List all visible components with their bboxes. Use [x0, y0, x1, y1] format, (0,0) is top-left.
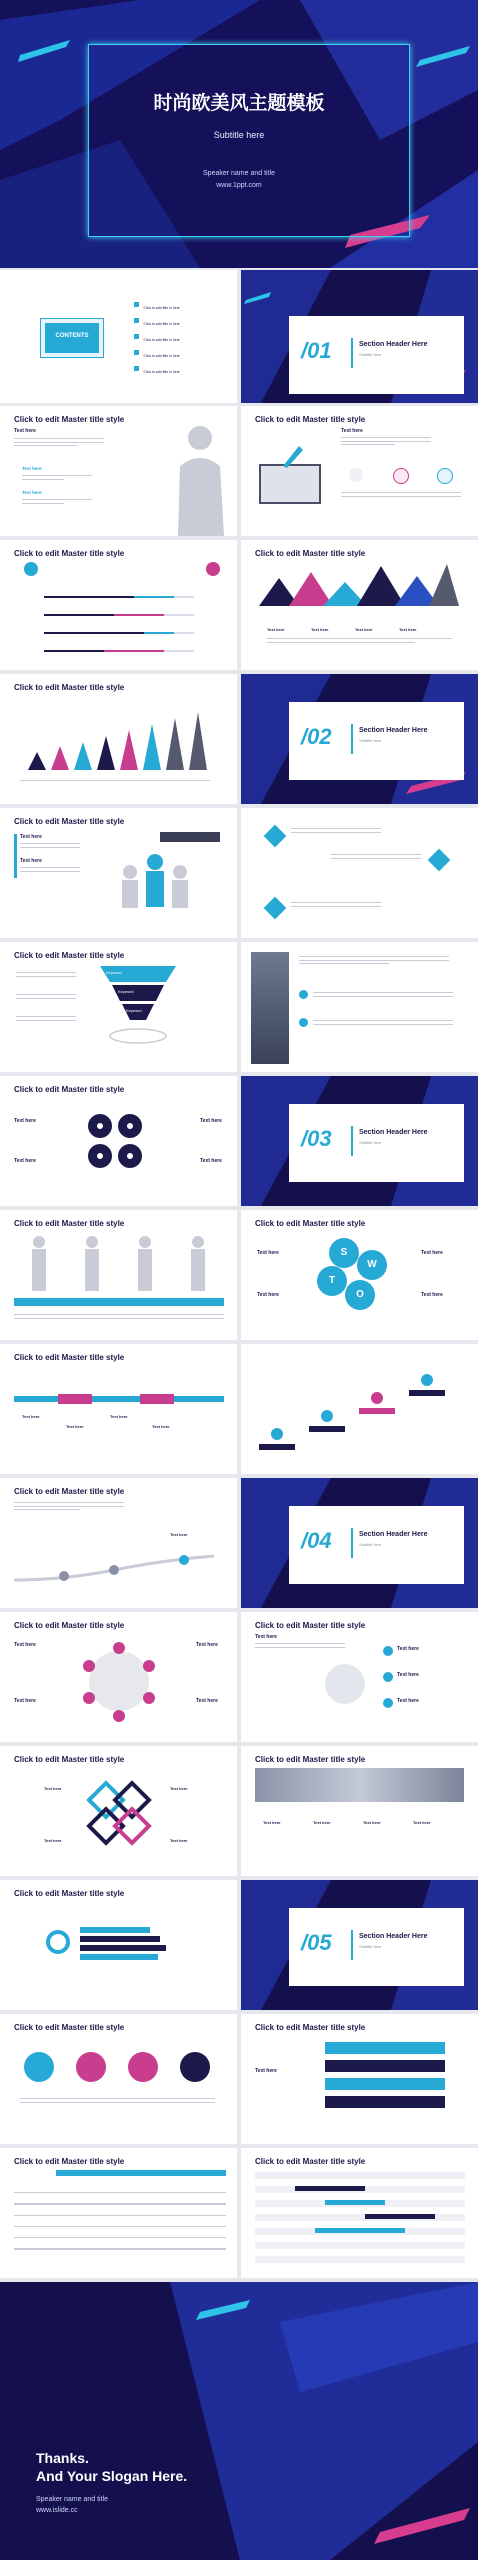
text-heading: Text here [257, 1292, 279, 1298]
paragraph-lines [341, 435, 431, 448]
paragraph-lines [16, 970, 76, 979]
peak-legend: Text here Text here Text here Text here [267, 618, 452, 645]
team-figures-icon [100, 832, 230, 912]
funnel-label: Keyword [126, 1008, 142, 1013]
text-heading: Text here [170, 1838, 188, 1843]
section-slide-05[interactable] [241, 1880, 478, 2010]
slide-title: Click to edit Master title style [255, 549, 366, 558]
cone-shape [74, 742, 92, 770]
thinking-man-silhouette [170, 416, 230, 536]
slide-title: Click to edit Master title style [14, 1353, 125, 1362]
bullet-lines [22, 473, 92, 482]
text-heading: Text here [257, 1250, 279, 1256]
slide-title: Click to edit Master title style [14, 2023, 125, 2032]
slide-title: Click to edit Master title style [14, 1755, 125, 1764]
diamond-icon [264, 897, 287, 920]
contents-item[interactable]: Click to add title in here [134, 360, 180, 376]
text-heading: Text here [44, 1838, 62, 1843]
section-card [289, 1104, 464, 1182]
team-bar [14, 1298, 224, 1306]
contents-box [40, 318, 104, 358]
paragraph-lines [313, 1018, 453, 1027]
slide-timeline[interactable] [0, 1344, 237, 1474]
slide-title: Click to edit Master title style [255, 1621, 366, 1630]
paragraph-lines [20, 841, 80, 850]
paragraph-lines [14, 436, 104, 449]
contents-item[interactable]: Click to add title in here [134, 344, 180, 360]
closing-slide[interactable] [0, 2282, 478, 2560]
slide-title: Click to edit Master title style [255, 2023, 366, 2032]
bar-row [24, 644, 214, 662]
slide-gantt[interactable] [0, 2148, 237, 2278]
closing-slogan: And Your Slogan Here. [36, 2468, 188, 2484]
closing-background [0, 2282, 478, 2560]
text-heading: Text here [20, 858, 42, 864]
slide-title: Click to edit Master title style [14, 1889, 125, 1898]
cover-subtitle: Subtitle here [213, 130, 265, 140]
slide-peaks[interactable] [241, 540, 478, 670]
cover-website: www.1ppt.com [216, 182, 262, 189]
text-heading: Text here [421, 1292, 443, 1298]
section-card [289, 1908, 464, 1986]
slide-title: Click to edit Master title style [14, 1621, 125, 1630]
section-subtitle: Subtitle here [359, 1944, 382, 1949]
text-heading: Text here [14, 1118, 36, 1124]
slide-roadmap[interactable] [0, 1478, 237, 1608]
slide-schedule-table[interactable] [241, 2148, 478, 2278]
cone-shape [28, 752, 46, 770]
text-heading: Text here [363, 1820, 381, 1825]
contents-item[interactable]: Click to add title in here [134, 296, 180, 312]
closing-thanks: Thanks. [36, 2450, 89, 2466]
slide-title: Click to edit Master title style [14, 1219, 125, 1228]
text-heading: Text here [341, 428, 363, 434]
cone-chart [20, 702, 220, 772]
section-card [289, 1506, 464, 1584]
businessmen-silhouettes [14, 1234, 224, 1294]
text-heading: Text here [170, 1786, 188, 1791]
paragraph-lines [20, 2096, 215, 2105]
paint-brush-icon [281, 442, 307, 468]
gantt-header [56, 2170, 226, 2176]
slide-steps[interactable] [241, 1344, 478, 1474]
text-heading: Text here [255, 2068, 277, 2074]
slide-title: Click to edit Master title style [14, 415, 125, 424]
section-title: Section Header Here [359, 1531, 428, 1538]
feature-icon [437, 468, 453, 484]
bar-row [24, 626, 214, 644]
text-heading: Text here [200, 1158, 222, 1164]
section-subtitle: Subtitle here [359, 352, 382, 357]
cone-shape [143, 724, 161, 770]
cone-shape [120, 730, 138, 770]
male-icon [24, 562, 38, 576]
staircase-chart [259, 1364, 459, 1464]
text-heading: Text here [170, 1532, 188, 1537]
record-discs-icon [86, 1112, 146, 1172]
paragraph-lines [20, 865, 80, 874]
slide-title: Click to edit Master title style [14, 817, 125, 826]
slide-hexagon-map[interactable] [0, 1612, 237, 1742]
text-heading: Text here [200, 1118, 222, 1124]
slide-title: Click to edit Master title style [14, 1085, 125, 1094]
diamond-icon [428, 849, 451, 872]
accent-bar [14, 834, 17, 878]
section-title: Section Header Here [359, 1129, 428, 1136]
section-subtitle: Subtitle here [359, 1140, 382, 1145]
slide-photo-list[interactable] [241, 942, 478, 1072]
slide-cones[interactable] [0, 674, 237, 804]
contents-list [134, 296, 180, 376]
female-icon [206, 562, 220, 576]
text-heading: Text here [44, 1786, 62, 1791]
arrow-bar [325, 2060, 445, 2072]
bullet-icon [383, 1698, 393, 1708]
text-heading: Text here [22, 1414, 40, 1419]
slide-title: Click to edit Master title style [255, 2157, 366, 2166]
diamond-icon [264, 825, 287, 848]
slide-team[interactable] [0, 808, 237, 938]
section-number: /01 [301, 338, 332, 363]
contents-item[interactable]: Click to add title in here [134, 328, 180, 344]
section-number: /04 [301, 1528, 332, 1553]
text-heading: Text here [14, 428, 36, 434]
funnel-label: Keyword [118, 989, 134, 994]
text-heading: Text here [196, 1698, 218, 1704]
timeline-bar [14, 1396, 224, 1402]
funnel-chart [100, 966, 190, 1056]
keyword-circle [180, 2052, 210, 2082]
slide-person-text[interactable] [0, 406, 237, 536]
progress-ring [46, 1930, 70, 1954]
paragraph-lines [291, 826, 381, 835]
slide-diamonds[interactable] [241, 808, 478, 938]
arrow-bar [325, 2078, 445, 2090]
section-subtitle: Subtitle here [359, 738, 382, 743]
cone-shape [97, 736, 115, 770]
keyword-circle [24, 2052, 54, 2082]
slide-funnel[interactable] [0, 942, 237, 1072]
puzzle-icon [325, 1664, 365, 1704]
bullet-heading: Text here [22, 466, 42, 471]
text-heading: Text here [397, 1672, 419, 1678]
interlocking-diamonds [84, 1778, 154, 1848]
text-heading: Text here [110, 1414, 128, 1419]
paragraph-lines [14, 1500, 124, 1513]
section-card [289, 702, 464, 780]
slide-progress[interactable] [0, 1880, 237, 2010]
section-number: /05 [301, 1930, 332, 1955]
section-divider [351, 724, 353, 754]
text-heading: Text here [255, 1634, 277, 1640]
section-slide-03[interactable] [241, 1076, 478, 1206]
peak-shapes [259, 562, 459, 607]
section-slide-01[interactable] [241, 270, 478, 403]
swot-o: O [345, 1280, 375, 1310]
text-heading: Text here [66, 1424, 84, 1429]
cover-title: 时尚欧美风主题模板 [153, 93, 325, 114]
roadmap-arrow [14, 1550, 214, 1590]
contents-item[interactable]: Click to add title in here [134, 312, 180, 328]
slide-title: Click to edit Master title style [255, 1755, 366, 1764]
cover-frame [88, 44, 410, 237]
text-heading: Text here [14, 1642, 36, 1648]
slide-title: Click to edit Master title style [14, 549, 125, 558]
feature-icon [349, 468, 363, 482]
check-icon [299, 990, 308, 999]
slide-title: Click to edit Master title style [14, 1487, 125, 1496]
contents-label: CONTENTS [55, 333, 89, 339]
paragraph-lines [299, 954, 449, 967]
section-title: Section Header Here [359, 341, 428, 348]
closing-speaker: Speaker name and title [36, 2496, 108, 2503]
slide-title: Click to edit Master title style [255, 415, 366, 424]
text-heading: Text here [152, 1424, 170, 1429]
bar-row [24, 608, 214, 626]
section-title: Section Header Here [359, 1933, 428, 1940]
slide-diamond-links[interactable] [0, 1746, 237, 1876]
bullet-icon [383, 1646, 393, 1656]
map-frame [259, 464, 321, 504]
swot-t: T [317, 1266, 347, 1296]
slide-sliders[interactable] [0, 540, 237, 670]
section-number: /03 [301, 1126, 332, 1151]
swot-s: S [329, 1238, 359, 1268]
slide-title: Click to edit Master title style [14, 2157, 125, 2166]
paragraph-lines [313, 990, 453, 999]
text-heading: Text here [14, 1158, 36, 1164]
paragraph-lines [331, 852, 421, 861]
cone-shape [166, 718, 184, 770]
slide-puzzle[interactable] [241, 1612, 478, 1742]
section-number: /02 [301, 724, 332, 749]
section-divider [351, 338, 353, 368]
slide-title: Click to edit Master title style [14, 951, 125, 960]
section-title: Section Header Here [359, 727, 428, 734]
text-heading: Text here [313, 1820, 331, 1825]
banner-photo [255, 1768, 464, 1802]
feature-lines [341, 490, 461, 499]
slide-swot[interactable] [241, 1210, 478, 1340]
section-card [289, 316, 464, 394]
swot-w: W [357, 1250, 387, 1280]
arrow-bar [325, 2042, 445, 2054]
section-subtitle: Subtitle here [359, 1542, 382, 1547]
section-divider [351, 1930, 353, 1960]
bullet-icon [383, 1672, 393, 1682]
text-heading: Text here [397, 1646, 419, 1652]
gantt-rows [14, 2182, 226, 2260]
text-heading: Text here [196, 1642, 218, 1648]
closing-website: www.islide.cc [36, 2507, 78, 2514]
text-heading: Text here [413, 1820, 431, 1825]
bullet-lines [22, 497, 92, 506]
map-icon-ring [74, 1636, 164, 1726]
slide-title: Click to edit Master title style [14, 683, 125, 692]
slide-businessmen[interactable] [0, 1210, 237, 1340]
keyword-circle [128, 2052, 158, 2082]
paragraph-lines [255, 1641, 345, 1650]
timeline-segment [58, 1394, 92, 1404]
text-heading: Text here [421, 1250, 443, 1256]
text-heading: Text here [14, 1698, 36, 1704]
text-heading: Text here [397, 1698, 419, 1704]
contents-slide[interactable] [0, 270, 237, 403]
city-photo [251, 952, 289, 1064]
check-icon [299, 1018, 308, 1027]
slide-records[interactable] [0, 1076, 237, 1206]
section-slide-04[interactable] [241, 1478, 478, 1608]
bullet-heading: Text here [22, 490, 42, 495]
slide-arrow-list[interactable] [241, 2014, 478, 2144]
comparison-bars [24, 590, 214, 662]
cone-shape [51, 746, 69, 770]
cover-slide[interactable] [0, 0, 478, 268]
paragraph-lines [14, 1312, 224, 1321]
section-slide-02[interactable] [241, 674, 478, 804]
cover-speaker: Speaker name and title [203, 170, 275, 177]
timeline-segment [140, 1394, 174, 1404]
feature-icon [393, 468, 409, 484]
arrow-bar [325, 2096, 445, 2108]
section-divider [351, 1126, 353, 1156]
bar-row [24, 590, 214, 608]
schedule-grid [255, 2172, 465, 2268]
paragraph-lines [16, 992, 76, 1001]
paragraph-lines [291, 900, 381, 909]
slide-keyword-circles[interactable] [0, 2014, 237, 2144]
cone-shape [189, 712, 207, 770]
funnel-label: Keyword [106, 970, 122, 975]
cone-legend-lines [20, 778, 210, 784]
text-heading: Text here [20, 834, 42, 840]
paragraph-lines [16, 1014, 76, 1023]
section-divider [351, 1528, 353, 1558]
keyword-circle [76, 2052, 106, 2082]
text-heading: Text here [263, 1820, 281, 1825]
slide-title: Click to edit Master title style [255, 1219, 366, 1228]
slide-banner-photo[interactable] [241, 1746, 478, 1876]
progress-bars [80, 1924, 166, 1963]
slide-map-icons[interactable] [241, 406, 478, 536]
